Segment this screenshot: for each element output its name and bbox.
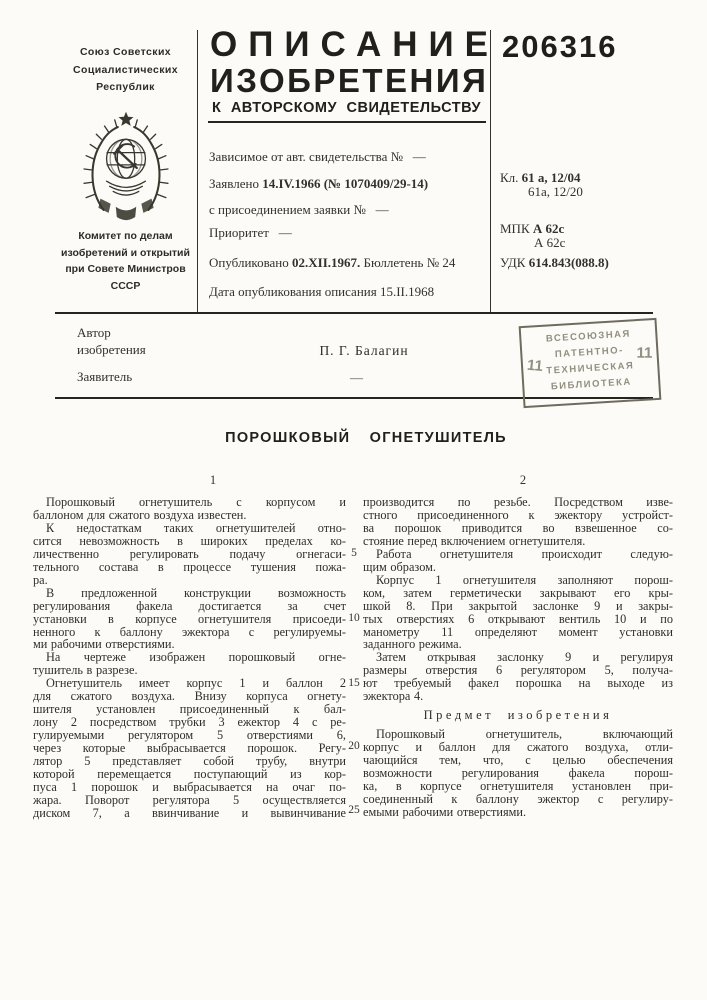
field-dependent-label: Зависимое от авт. свидетельства № (209, 149, 404, 164)
text-line: через которые выбрасывается порошок. Регу- (33, 741, 346, 756)
patent-number: 206316 (502, 29, 618, 64)
ussr-emblem-icon (80, 106, 172, 234)
stamp-number-left: 11 (526, 356, 544, 376)
field-class-line2: 61a, 12/20 (528, 184, 583, 199)
field-joined-value: — (375, 202, 389, 217)
right-column (363, 496, 673, 819)
text-line: тельного состава в процессе тушения пожа- (33, 559, 346, 574)
text-line: Порошковый огнетушитель, включающий (376, 727, 673, 742)
text-line: щим образом. (363, 559, 436, 574)
text-line: заданного режима. (363, 637, 462, 652)
committee-line: СССР (110, 279, 141, 292)
text-line: личественно регулировать подачу огнегаси- (33, 546, 346, 561)
field-udk-value: 614.843(088.8) (528, 255, 609, 270)
stamp-line: ВСЕСОЮЗНАЯ (545, 328, 632, 345)
text-line: тушитель в разрезе. (33, 663, 138, 678)
field-udk-label: УДК (500, 255, 526, 270)
text-line: ненного к баллону эжектора с регулируемы- (33, 624, 346, 639)
field-priority (209, 225, 292, 241)
committee-line: при Совете Министров (65, 263, 186, 275)
column-number-1: 1 (209, 473, 217, 487)
library-stamp (519, 318, 662, 408)
text-line: На чертеже изображен порошковый огне- (46, 650, 346, 665)
text-line: Корпус 1 огнетушителя заполняют порош- (376, 572, 673, 587)
field-priority-label: Приоритет (209, 225, 269, 240)
doc-type-subtitle: К АВТОРСКОМУ СВИДЕТЕЛЬСТВУ (211, 100, 482, 116)
field-udk (500, 255, 609, 271)
text-line: манометру 11 определяют момент установки (363, 624, 673, 639)
text-line: которой перемещается поступающий из кор- (33, 767, 346, 782)
text-line: тых отверстиях 6 открывают вентиль 10 и по (363, 611, 673, 626)
field-filed-label: Заявлено (209, 176, 259, 191)
stamp-line: ТЕХНИЧЕСКАЯ (546, 360, 635, 377)
column-number-2: 2 (519, 473, 527, 487)
text-line: производится по резьбе. Посредством изве- (363, 495, 673, 509)
text-line: емыми рабочими отверстиями. (363, 804, 527, 819)
text-line: стного присоединенного к эжектору устройст- (363, 507, 673, 522)
margin-line-number: 10 (348, 612, 360, 624)
text-line: эжектора 4. (363, 689, 424, 704)
text-line: диском 7, а ввинчивание и вывинчивание (33, 805, 346, 820)
text-line: Порошковый огнетушитель с корпусом и (46, 495, 346, 509)
field-mpk-label: МПК (500, 221, 530, 236)
text-line: гулируемыми регулятором 5 отверстиями 6, (33, 728, 346, 743)
country-line: Республик (96, 81, 155, 93)
committee-line: Комитет по делам (78, 230, 173, 242)
margin-line-number: 20 (348, 740, 360, 752)
doc-type-title-line1: ОПИСАНИЕ (210, 25, 499, 64)
field-filed-value: 14.IV.1966 (№ 1070409/29-14) (262, 176, 429, 191)
claims-heading: Предмет изобретения (423, 708, 613, 723)
text-line: лятор 5 представляет собой трубу, внутри (33, 754, 346, 769)
field-published (209, 255, 455, 271)
vertical-divider-right (490, 30, 491, 313)
doc-type-title-line2: ИЗОБРЕТЕНИЯ (210, 62, 489, 99)
text-line: лону 2 посредством трубки 3 ежектор 4 с ре- (33, 715, 346, 730)
text-line: Огнетушитель имеет корпус 1 и баллон 2 (46, 676, 346, 691)
text-line: для сжатого воздуха. Внизу корпуса огнету- (33, 689, 346, 704)
country-lines (48, 44, 203, 97)
margin-line-number: 15 (348, 677, 360, 689)
field-published-date: 02.XII.1967. (292, 255, 361, 270)
field-published-label: Опубликовано (209, 255, 289, 270)
field-dependent (209, 149, 426, 165)
country-line: Социалистических (73, 63, 178, 76)
horizontal-rule-top (55, 312, 653, 314)
left-column (33, 496, 346, 820)
stamp-line: БИБЛИОТЕКА (550, 376, 633, 393)
text-line: Работа огнетушителя происходит следую- (376, 546, 673, 561)
text-line: ком, затем герметически закрывают его кры- (363, 585, 673, 600)
committee-line: изобретений и открытий (61, 246, 190, 259)
stamp-number-right: 11 (636, 344, 653, 362)
author-label-line1: Автор (77, 325, 111, 340)
text-line: соединенный к баллону эжектор с регулиру- (363, 792, 673, 807)
subtitle-underline (208, 121, 486, 123)
text-line: размеры отверстия 6 регулятором 5, получа- (363, 663, 673, 678)
field-mpk-line2: А 62c (534, 235, 566, 250)
text-line: ют требуемый факел порошка на выходе из (363, 676, 673, 691)
text-line: стояние перед включением огнетушителя. (363, 533, 586, 548)
text-line: ка, в корпусе огнетушителя установлен при- (363, 779, 673, 794)
text-line: жара. Поворот регулятора 5 осуществляется (33, 792, 346, 807)
field-filed (209, 176, 428, 192)
text-line: шкой 8. При закрытой заслонке 9 и закры- (363, 598, 673, 613)
field-published-bulletin: Бюллетень № 24 (363, 255, 456, 270)
vertical-divider-left (197, 30, 198, 313)
field-joined-label: с присоединением заявки № (209, 202, 366, 217)
text-line: сится невозможность в широких пределах ко- (33, 533, 346, 548)
field-joined (209, 202, 389, 218)
margin-line-number: 5 (351, 547, 357, 559)
applicant-label: Заявитель (77, 369, 133, 384)
text-line: пуса 1 порошок и выбрасывается на очаг по- (33, 779, 346, 794)
text-line: ва порошок приводится во взвешенное со- (363, 520, 673, 535)
field-mpk-value: А 62c (532, 221, 565, 236)
text-line: баллоном для сжатого воздуха известен. (33, 507, 247, 522)
text-line: Затем открывая заслонку 9 и регулируя (376, 650, 673, 665)
text-line: шителя установлен присоединенный к бал- (33, 702, 346, 717)
field-description-date: Дата опубликования описания 15.II.1968 (209, 284, 435, 299)
text-line: чающийся тем, что, с целью обеспечения (363, 753, 673, 768)
text-line: ра. (33, 572, 48, 587)
author-label-line2: изобретения (77, 341, 146, 357)
field-dependent-value: — (412, 149, 426, 164)
country-line: Союз Советских (79, 46, 172, 58)
text-line: корпус и баллон для сжатого воздуха, отли- (363, 740, 673, 755)
text-line: установки в корпусе огнетушителя присоеди- (33, 611, 346, 626)
margin-line-number: 25 (348, 804, 360, 816)
author-name: П. Г. Балагин (319, 343, 409, 358)
text-line: регулирования факела достигается за счет (33, 598, 346, 613)
text-line: ми рабочими отверстиями. (33, 637, 175, 652)
applicant-value: — (350, 370, 363, 385)
committee-lines (44, 228, 207, 294)
text-line: возможности регулирования факела порош- (363, 766, 673, 781)
text-line: В предложенной конструкции возможность (46, 585, 346, 600)
field-priority-value: — (278, 225, 292, 240)
author-label (77, 325, 146, 358)
field-class-value: 61 a, 12/04 (521, 170, 581, 185)
text-line: К недостаткам таких огнетушителей отно- (46, 520, 346, 535)
stamp-line: ПАТЕНТНО- (554, 344, 625, 361)
field-class-label: Кл. (500, 170, 519, 185)
invention-title: ПОРОШКОВЫЙ ОГНЕТУШИТЕЛЬ (225, 430, 507, 446)
